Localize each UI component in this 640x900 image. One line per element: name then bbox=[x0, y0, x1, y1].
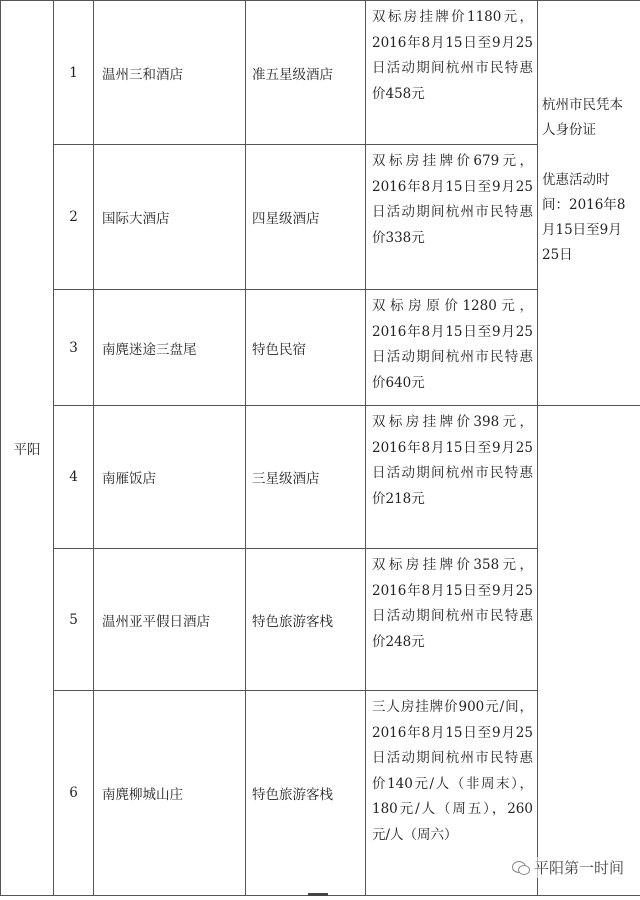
hotel-grade: 三星级酒店 bbox=[246, 406, 366, 549]
note-empty-cell bbox=[538, 406, 640, 896]
row-number: 6 bbox=[54, 691, 94, 896]
page-edge-mark bbox=[308, 893, 328, 896]
table-row bbox=[1, 1, 640, 145]
price-description: 双标房原价1280元，2016年8月15日至9月25日活动期间杭州市民特惠价640元 bbox=[366, 290, 538, 406]
note-activity-period: 优惠活动时间：2016年8月15日至9月25日 bbox=[542, 172, 626, 263]
row-number: 4 bbox=[54, 406, 94, 549]
hotel-name: 国际大酒店 bbox=[94, 145, 246, 290]
row-number: 3 bbox=[54, 290, 94, 406]
row-number: 2 bbox=[54, 145, 94, 290]
watermark bbox=[510, 857, 626, 878]
hotel-grade: 特色民宿 bbox=[246, 290, 366, 406]
price-description: 双标房挂牌价1180元，2016年8月15日至9月25日活动期间杭州市民特惠价458元 bbox=[366, 1, 538, 145]
price-description: 双标房挂牌价679元，2016年8月15日至9月25日活动期间杭州市民特惠价338元 bbox=[366, 145, 538, 290]
hotel-name: 南麂柳城山庄 bbox=[94, 691, 246, 896]
row-number: 5 bbox=[54, 549, 94, 691]
price-description: 双标房挂牌价398元，2016年8月15日至9月25日活动期间杭州市民特惠价218元 bbox=[366, 406, 538, 549]
row-number: 1 bbox=[54, 1, 94, 145]
hotel-grade: 准五星级酒店 bbox=[246, 1, 366, 145]
hotel-grade: 四星级酒店 bbox=[246, 145, 366, 290]
hotel-name: 南麂迷途三盘尾 bbox=[94, 290, 246, 406]
hotel-name: 温州亚平假日酒店 bbox=[94, 549, 246, 691]
price-description: 三人房挂牌价900元/间，2016年8月15日至9月25日活动期间杭州市民特惠价140元/人（非周末），180元/人（周五），260元/人（周六） bbox=[366, 691, 538, 896]
hotel-name: 温州三和酒店 bbox=[94, 1, 246, 145]
region-cell: 平阳 bbox=[1, 1, 54, 896]
wechat-icon bbox=[512, 860, 530, 876]
hotel-grade: 特色旅游客栈 bbox=[246, 549, 366, 691]
watermark-text: 平阳第一时间 bbox=[533, 859, 624, 877]
note-id-requirement: 杭州市民凭本人身份证 bbox=[542, 97, 623, 138]
hotel-name: 南雁饭店 bbox=[94, 406, 246, 549]
price-description: 双标房挂牌价358元，2016年8月15日至9月25日活动期间杭州市民特惠价248元 bbox=[366, 549, 538, 691]
table-row bbox=[1, 406, 640, 549]
hotel-grade: 特色旅游客栈 bbox=[246, 691, 366, 896]
note-cell bbox=[538, 1, 640, 406]
